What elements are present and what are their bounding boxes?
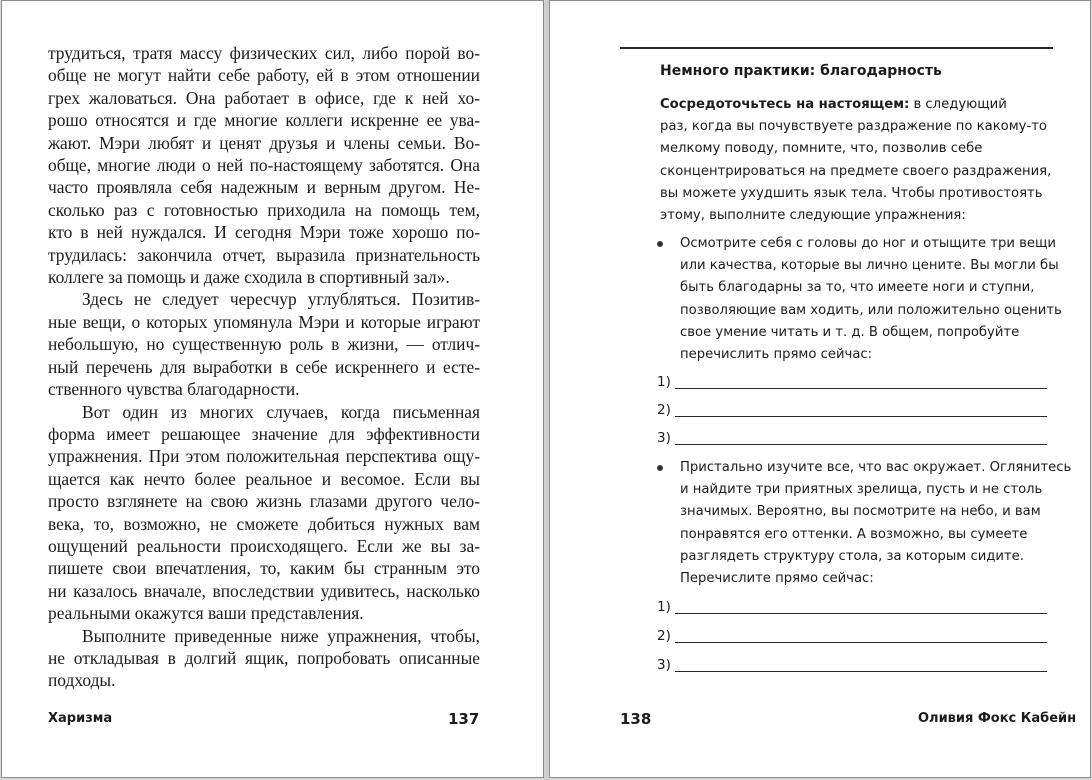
text-line: Выполните приведенные ниже упражнения, чтобы, [82,625,480,646]
text-line: трудиться, тратя массу физических сил, либо порой во- [48,43,480,63]
text-line: быть благодарны за то, что имеете ноги и ступни, [680,280,1035,296]
paragraph-2 [48,288,480,400]
text-line: сколько раз с готовностью приходила на помощь тем, [48,199,480,220]
text-line: раз, когда вы почувствуете раздражение по какому-то [660,119,1047,135]
text-line: обще, многие люди о ней по-настоящему заботятся. Она [48,155,480,176]
text-line: ощущений реальности происходящего. Если же вы за- [48,535,480,556]
running-footer-author: Оливия Фокс Кабейн [918,711,1077,726]
text-line: рошо относятся и где многие коллеги искренне ее ува- [48,110,480,131]
text-line: Вот один из многих случаев, когда письменная [82,401,480,422]
text-line: ственного чувства благодарности. [48,379,300,400]
text-line: часто проявляла себя надежным и верным другом. Не- [48,177,480,198]
section-title: Немного практики: благодарность [660,63,942,79]
text-line: щается как нечто более реальное и весомое. Если вы [48,468,480,489]
text-line: грех жаловаться. Она работает в офисе, где к ней хо- [48,87,480,108]
text-line: форма имеет решающее значение для эффективности [48,423,480,444]
text-line: ни казалось вначале, впоследствии удивитесь, насколько [48,580,480,601]
bullet-1-text [680,233,1062,366]
right-page: Немного практики: благодарность Сосредоточьтесь на настоящем: в следующий раз, когда вы почувствуете раздражение по какому-то мелкому поводу, помните, что, позволив себе сконцентрироваться на предмете своего раздражения, вы можете ухудшить язык тела. Чтобы противостоять этому, выполните следующие упражнения: Осмотрите себя с головы до ног и отыщите три вещи или качества, которые вы лично цените. Вы могли бы быть благодарны за то, что имеете ноги и ступни, позволяющие вам ходить, или положительно оценить свое умение читать и т. д. В общем, попробуйте перечислить прямо сейчас: 1) 2) 3) Пристально изучите все, что вас окружает. Оглянитесь и найдите три приятных зрелища, пусть и не столь значимых. Вероятно, вы посмотрите на небо, и вам понравятся его оттенки. А возможно, вы сумеете разглядеть структуру стола, за которым сидите. Перечислите прямо сейчас: 1) 2) 3) 138 Оливия Фокс Кабейн [549,0,1091,778]
text-line: мелкому поводу, помните, что, позволив себе [660,141,983,157]
text-line: упражнения. При этом положительная перспектива ощу- [48,446,480,467]
text-line: коллеге за помощь и даже сходила в спортивный зал». [48,267,450,288]
page-number-right: 138 [620,710,652,728]
text-line: ные вещи, о которых упомянула Мэри и которые играют [48,311,480,332]
text-line: кто в ней нуждался. И сегодня Мэри тоже хорошо по- [48,222,480,243]
bullet-2-text [680,457,1071,590]
top-rule [620,47,1053,49]
text-line: Перечислите прямо сейчас: [680,571,874,587]
text-line: просто взглянете на свою жизнь глазами другого чело- [48,491,480,512]
text-line: трудилась: закончила отчет, выразила признательность [48,244,480,265]
text-line: перечислить прямо сейчас: [680,347,873,363]
text-line: обще не могут найти себе работу, ей в этом отношении [48,65,480,86]
text-line: века, то, возможно, не сможете добиться нужных вам [48,513,480,534]
text-line: подходы. [48,670,116,691]
text-line: небольшую, но существенную роль в жизни, — отлич- [48,334,480,355]
text-line: позволяющие вам ходить, или положительно оценить [680,302,1062,318]
text-line: или качества, которые вы лично цените. Вы могли бы [680,258,1059,274]
text-line: в следующий [909,97,1007,112]
text-line: значимых. Вероятно, вы посмотрите на небо, и вам [680,504,1041,520]
text-line: сконцентрироваться на предмете своего раздражения, [660,163,1052,179]
running-footer-title: Харизма [48,711,113,726]
left-page-body [48,42,480,692]
text-line: не откладывая в долгий ящик, попробовать описанные [48,647,480,668]
paragraph-3 [48,401,480,625]
text-line: Здесь не следует чересчур углубляться. Позитив- [82,289,480,310]
text-line: Пристально изучите все, что вас окружает. Оглянитесь [680,460,1072,475]
text-line: Осмотрите себя с головы до ног и отыщите три вещи [680,236,1056,251]
page-number-left: 137 [448,710,480,728]
text-line: понравятся его оттенки. А возможно, вы сумеете [680,526,1028,542]
paragraph-4 [48,625,480,692]
text-line: вы можете ухудшить язык тела. Чтобы противостоять [660,185,1043,201]
text-line: пишете свои впечатления, то, каким бы странным это [48,558,480,579]
text-line: реальными окажутся ваши представления. [48,603,364,624]
text-line: ный перечень для выработки в себе искреннего и есте- [48,356,480,377]
text-line: разглядеть структуру стола, за которым сидите. [680,548,1024,564]
bullet-icon [657,241,663,247]
text-line: и найдите три приятных зрелища, пусть и не столь [680,482,1043,498]
left-page [1,0,544,778]
paragraph-1 [48,42,480,288]
text-line: жают. Мэри любят и ценят друзья и члены семьи. Во- [48,132,480,153]
bullet-icon [657,465,663,471]
text-line: этому, выполните следующие упражнения: [660,208,966,224]
text-line: свое умение читать и т. д. В общем, попробуйте [680,324,1020,340]
intro-paragraph [660,94,1051,227]
intro-bold-lead: Сосредоточьтесь на настоящем: [660,97,910,112]
